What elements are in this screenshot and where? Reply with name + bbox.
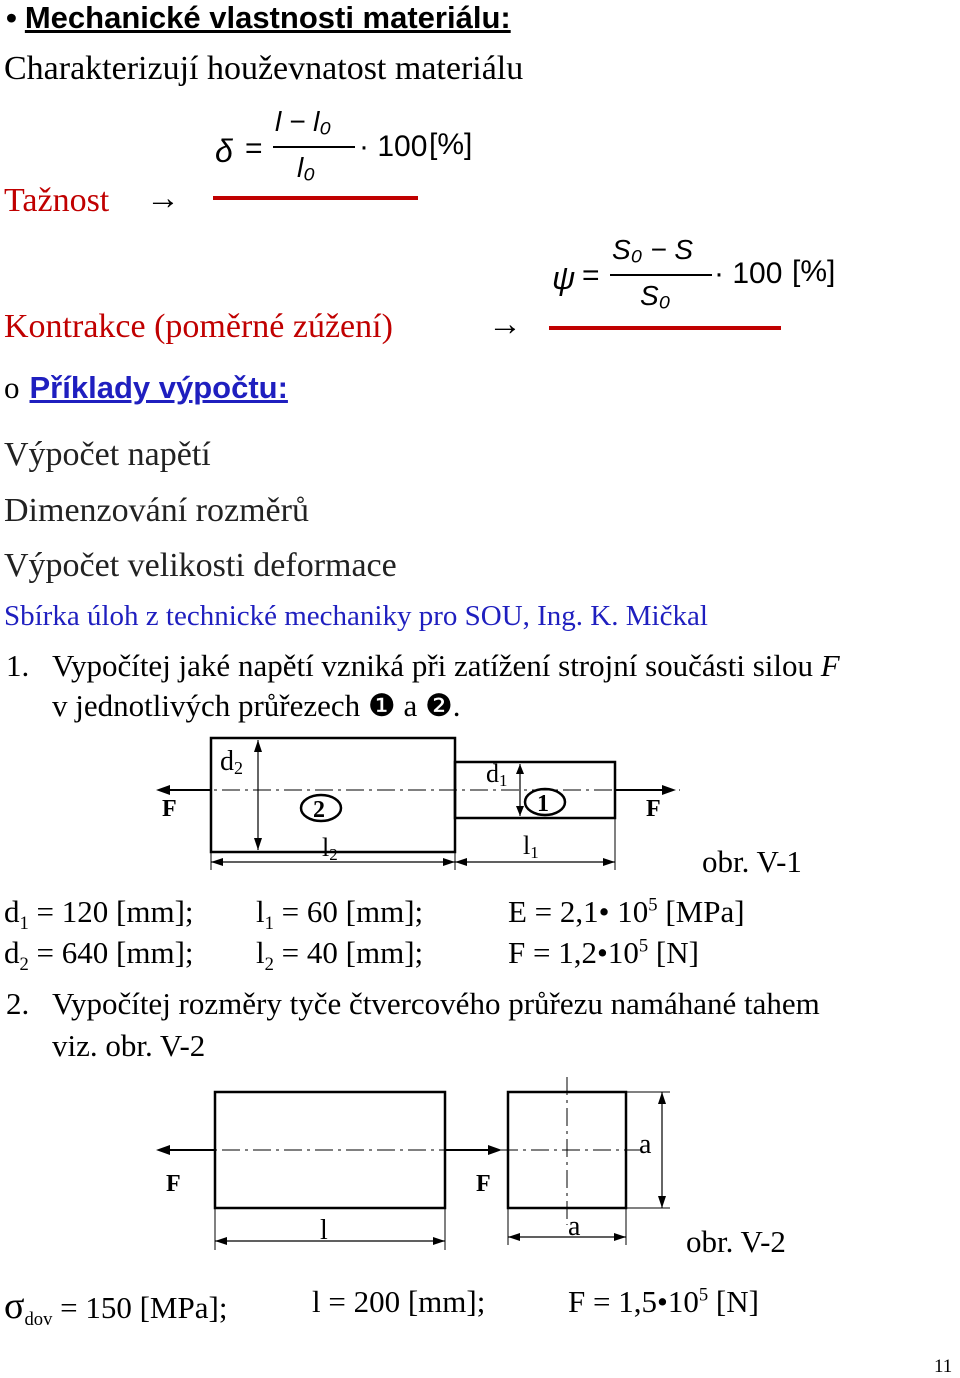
arrowhead-icon [211,858,223,866]
formula-denominator: S₀ [640,280,671,311]
taznost-label [4,180,180,220]
shaft-section-2 [211,738,455,852]
task2-text-line2: viz. obr. V-2 [52,1028,206,1063]
arrowhead-icon [215,1237,227,1245]
example-item: Dimenzování rozměrů [4,492,309,529]
figure-v1 [0,730,960,880]
force-label-left: F [162,796,177,822]
formula-factor: · 100 [359,130,428,163]
formula-eq: = [245,132,263,165]
l1-label: l1 [523,831,539,862]
taznost-formula [215,108,485,193]
formula-unit: [%] [792,255,836,288]
arrow-right-icon: → [488,306,522,343]
formula-symbol: δ [215,133,233,169]
answer-line-kontrakce [549,326,781,330]
param-f: $F = 1,2•10^5$ [N] [508,935,699,970]
param-d2: $d_2 = 640$ [mm]; [4,935,194,976]
force-label-right: F [646,796,661,822]
task2-number: 2. [6,986,30,1021]
bullet-icon: • [6,0,17,35]
a-side-label: a [639,1129,652,1160]
arrowhead-right-icon [662,785,676,795]
kontrakce-label [4,306,522,346]
task2-text-line1: Vypočítej rozměry tyče čtvercového průřezu namáhané tahem [52,986,820,1021]
arrowhead-icon [433,1237,445,1245]
page-number: 11 [934,1356,953,1377]
examples-heading [4,370,288,406]
l-label: l [320,1215,328,1246]
formula-numerator: l − l₀ [275,106,332,137]
param-d1: $d_1 = 120$ [mm]; [4,894,194,935]
formula-numerator: S₀ − S [612,234,694,265]
param-l1: $l_1 = 60$ [mm]; [256,894,424,935]
d1-label: d1 [486,759,508,790]
param-f: $F = 1,5•10^5$ [N] [568,1284,759,1319]
arrowhead-left-icon [156,785,170,795]
kontrakce-formula [552,232,852,322]
taznost-label-text: Tažnost [4,182,110,219]
formula-symbol: ψ [552,260,576,296]
param-l2: $l_2 = 40$ [mm]; [256,935,424,976]
arrowhead-left-icon [156,1145,170,1155]
force-label-right: F [476,1171,491,1197]
task1-text-line1 [52,648,840,684]
param-e: E = 2,1• $10^5$ [MPa] [508,894,745,929]
source-citation: Sbírka úloh z technické mechaniky pro SOU, Ing. K. Mičkal [4,600,708,632]
arrowhead-icon [516,806,524,816]
force-label-left: F [166,1171,181,1197]
arrowhead-icon [603,858,615,866]
heading-text: Mechanické vlastnosti materiálu: [24,0,511,35]
example-item: Výpočet napětí [4,436,211,473]
formula-unit: [%] [429,128,473,161]
section-heading [6,0,511,36]
arrowhead-icon [455,858,467,866]
arrowhead-icon [443,858,455,866]
arrowhead-icon [516,764,524,774]
formula-denominator: l₀ [297,152,316,183]
answer-line-taznost [213,196,418,200]
examples-title: Příklady výpočtu: [29,370,288,405]
section-2-label: 2 [313,797,325,823]
arrowhead-icon [658,1092,666,1104]
fraction-bar [610,274,712,276]
circle-bullet-icon: o [4,370,20,405]
force-symbol: F [820,648,840,683]
section-1-label: 1 [537,791,549,817]
task1-text-line2: v jednotlivých průřezech ❶ a ❷. [52,688,461,723]
formula-eq: = [582,259,600,292]
subtitle: Charakterizují houževnatost materiálu [4,50,524,87]
arrowhead-icon [254,740,262,752]
d2-label: d2 [220,746,243,778]
a-bottom-label: a [568,1211,581,1242]
task1-number: 1. [6,648,30,683]
arrowhead-icon [614,1233,626,1241]
arrowhead-icon [508,1233,520,1241]
arrow-right-icon: → [146,180,180,217]
figure-v2 [0,1075,960,1260]
figure-caption-v2: obr. V-2 [686,1224,786,1259]
task1-text: Vypočítej jaké napětí vzniká při zatížení strojní součásti silou [52,648,821,683]
formula-factor: · 100 [714,257,783,290]
kontrakce-label-text: Kontrakce (poměrné zúžení) [4,308,393,345]
param-l: l = 200 [mm]; [312,1284,486,1319]
l2-label: l2 [322,833,338,864]
arrowhead-icon [254,838,262,850]
arrowhead-icon [658,1196,666,1208]
fraction-bar [273,146,355,148]
figure-caption-v1: obr. V-1 [702,844,802,879]
param-sigma: $\sigma_{dov} = 150$ [MPa]; [4,1285,228,1331]
example-item: Výpočet velikosti deformace [4,547,397,584]
arrowhead-right-icon [488,1145,502,1155]
